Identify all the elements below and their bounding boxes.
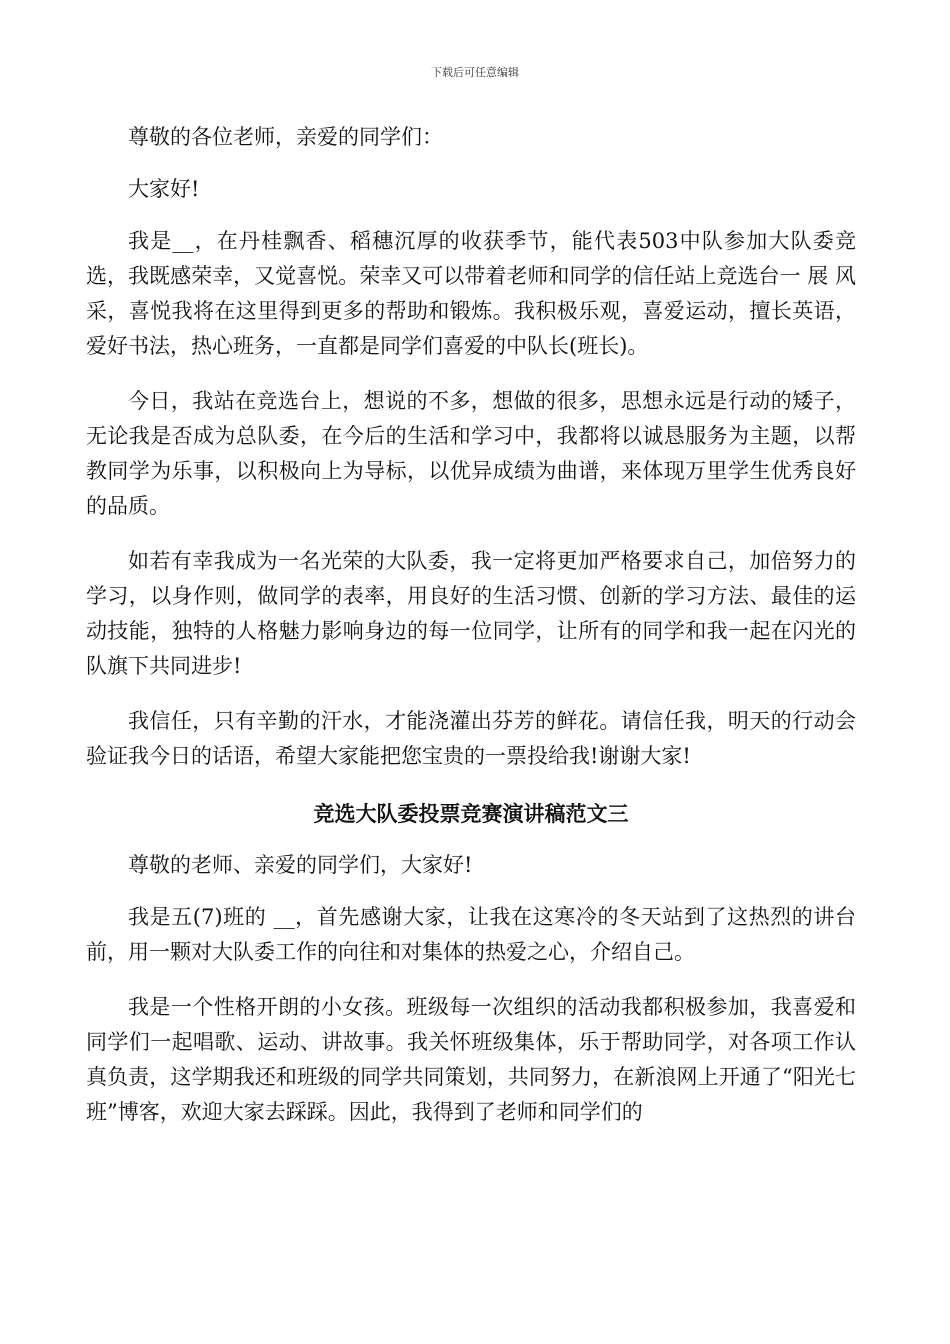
body-paragraph: 我是五(7)班的 __，首先感谢大家，让我在这寒冷的冬天站到了这热烈的讲台前，用一颗对大队委工作的向往和对集体的热爱之心，介绍自己。	[86, 905, 856, 964]
greeting-paragraph: 大家好!	[128, 177, 200, 201]
section-title: 竞选大队委投票竞赛演讲稿范文三	[313, 801, 629, 826]
body-paragraph: 我信任，只有辛勤的汗水，才能浇灌出芬芳的鲜花。请信任我，明天的行动会验证我今日的话语，希望大家能把您宝贵的一票投给我!谢谢大家!	[86, 709, 856, 768]
document-body	[86, 120, 856, 1150]
page-header-note: 下载后可任意编辑	[431, 66, 519, 79]
body-paragraph: 如若有幸我成为一名光荣的大队委，我一定将更加严格要求自己，加倍努力的学习，以身作则，做同学的表率，用良好的生活习惯、创新的学习方法、最佳的运动技能，独特的人格魅力影响身边的每一位同学，让所有的同学和我一起在闪光的队旗下共同进步!	[86, 549, 856, 678]
salutation-paragraph: 尊敬的各位老师，亲爱的同学们：	[128, 125, 443, 149]
body-paragraph: 我是__，在丹桂飘香、稻穗沉厚的收获季节，能代表503中队参加大队委竞选，我既感荣幸，又觉喜悦。荣幸又可以带着老师和同学的信任站上竞选台一 展 风采，喜悦我将在这里得到更多的帮助和锻炼。我积极乐观，喜爱运动，擅长英语，爱好书法，热心班务，一直都是同学们喜爱的中队长(班长)。	[86, 229, 856, 358]
body-paragraph: 我是一个性格开朗的小女孩。班级每一次组织的活动我都积极参加，我喜爱和同学们一起唱歌、运动、讲故事。我关怀班级集体，乐于帮助同学，对各项工作认真负责，这学期我还和班级的同学共同策划，共同努力，在新浪网上开通了“阳光七班”博客，欢迎大家去踩踩。因此，我得到了老师和同学们的	[86, 995, 856, 1124]
salutation-paragraph: 尊敬的老师、亲爱的同学们，大家好!	[128, 853, 473, 877]
body-paragraph: 今日，我站在竞选台上，想说的不多，想做的很多，思想永远是行动的矮子，无论我是否成为总队委，在今后的生活和学习中，我都将以诚恳服务为主题，以帮教同学为乐事，以积极向上为导标，以优异成绩为曲谱，来体现万里学生优秀良好的品质。	[86, 389, 856, 518]
